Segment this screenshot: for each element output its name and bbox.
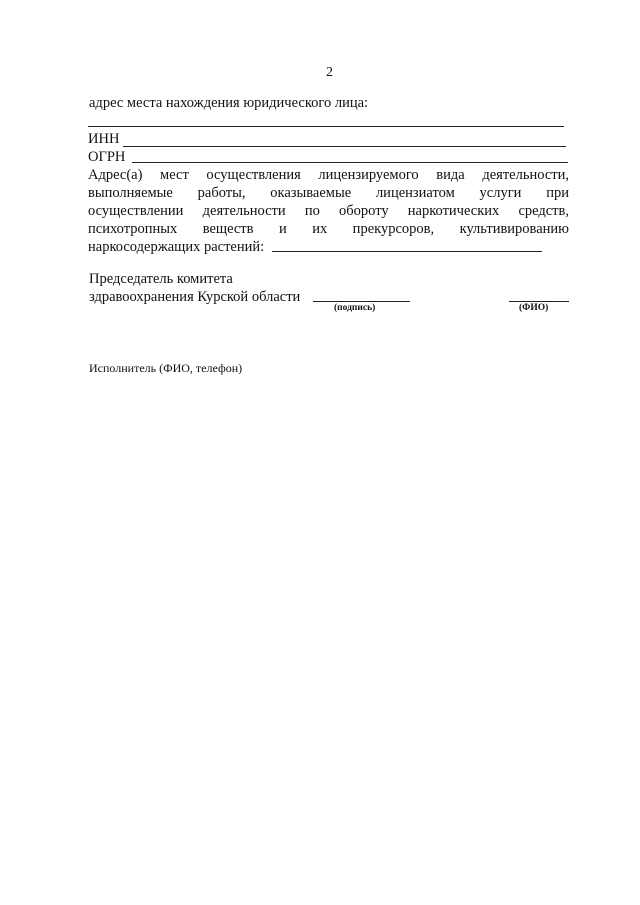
ogrn-blank-line: [132, 162, 568, 163]
inn-blank-line: [123, 146, 566, 147]
fio-line: [509, 301, 569, 302]
paragraph-line: Адрес(а) мест осуществления лицензируемого вида деятельности,: [88, 167, 569, 183]
address-label: адрес места нахождения юридического лица:: [89, 95, 369, 111]
address-blank-line: [88, 126, 564, 127]
signatory-title: Председатель комитета: [89, 271, 233, 287]
executor-note: Исполнитель (ФИО, телефон): [89, 361, 243, 375]
paragraph-line: выполняемые работы, оказываемые лицензиатом услуги при: [88, 185, 569, 201]
signatory-organization: здравоохранения Курской области: [89, 289, 301, 305]
ogrn-label: ОГРН: [88, 149, 126, 165]
inn-label: ИНН: [88, 131, 120, 147]
activity-blank-line: [272, 251, 542, 252]
paragraph-line: психотропных веществ и их прекурсоров, культивированию: [88, 221, 569, 237]
fio-caption: (ФИО): [519, 303, 549, 313]
paragraph-line: осуществлении деятельности по обороту наркотических средств,: [88, 203, 569, 219]
page-number: 2: [326, 65, 333, 80]
signature-caption: (подпись): [334, 303, 376, 313]
paragraph-last-line: наркосодержащих растений:: [88, 239, 265, 255]
signature-line: [313, 301, 410, 302]
